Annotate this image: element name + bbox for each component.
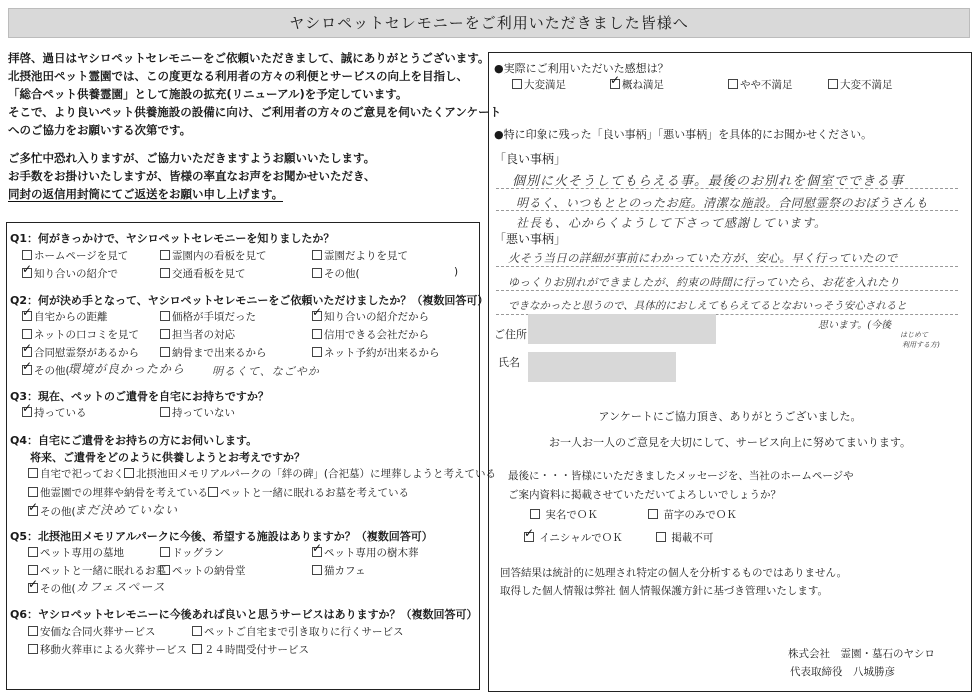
bad-points-label: 「悪い事柄」 xyxy=(494,232,567,246)
checkbox-icon[interactable] xyxy=(192,644,202,654)
q4-subtitle: 将来、ご遺骨をどのように供養しようとお考えですか？ xyxy=(30,451,305,464)
checkbox-icon[interactable] xyxy=(28,487,38,497)
checkbox-icon[interactable] xyxy=(208,487,218,497)
q4-title: Q4：自宅にご遺骨をお持ちの方にお伺いします。 xyxy=(10,434,258,447)
q5-opt-cat-cafe[interactable]: 猫カフェ xyxy=(312,563,365,578)
checkbox-icon[interactable] xyxy=(192,626,202,636)
q2-opt-online[interactable]: ネット予約が出来るから xyxy=(312,345,440,360)
checkbox-icon[interactable] xyxy=(28,547,38,557)
checked-checkbox-icon[interactable] xyxy=(22,268,32,278)
q3-opt-have[interactable]: ✓持っている xyxy=(22,405,87,420)
checked-checkbox-icon[interactable] xyxy=(312,547,322,557)
checkbox-icon[interactable] xyxy=(312,347,322,357)
satisfaction-very-unsatisfied[interactable]: 大変不満足 xyxy=(828,77,893,92)
satisfaction-mostly-satisfied[interactable]: ✓ 概ね満足 xyxy=(610,77,664,92)
address-label: ご住所 xyxy=(494,328,527,341)
q2-opt-other[interactable]: ✓その他( xyxy=(22,363,70,378)
q2-opt-price[interactable]: 価格が手頃だった xyxy=(160,309,256,324)
intro-line-5: へのご協力をお願いする次第です。 xyxy=(8,123,192,137)
checked-checkbox-icon[interactable] xyxy=(28,506,38,516)
checkbox-icon[interactable] xyxy=(312,329,322,339)
writing-line xyxy=(496,266,958,267)
checked-checkbox-icon[interactable] xyxy=(22,365,32,375)
q1-opt-referral[interactable]: ✓知り合いの紹介で xyxy=(22,266,118,281)
q5-opt-shared-grave[interactable]: ペットと一緒に眠れるお墓 xyxy=(28,563,166,578)
perm-opt-no-publish[interactable]: 掲載不可 xyxy=(656,530,713,545)
q1-other-close: ) xyxy=(454,266,459,278)
intro-line-2: 北摂池田ペット霊園では、この度更なる利用者の方々の利便とサービスの向上を目指し、 xyxy=(8,69,468,83)
intro-line-1: 拝啓、過日はヤシロペットセレモニーをご依頼いただきまして、誠にありがとうございます。 xyxy=(8,51,490,65)
checked-checkbox-icon[interactable] xyxy=(312,311,322,321)
q2-other-handwritten-2: 明るくて、なごやか xyxy=(212,365,320,378)
impression-title: ●特に印象に残った「良い事柄」「悪い事柄」を具体的にお聞かせください。 xyxy=(494,128,873,141)
checkbox-icon[interactable] xyxy=(312,565,322,575)
q1-opt-newsletter[interactable]: 霊園だよりを見て xyxy=(312,248,408,263)
checkbox-icon[interactable] xyxy=(160,311,170,321)
bad-handwritten-1: 火そう当日の詳細が事前にわかっていた方が、安心。早く行っていたので xyxy=(508,251,898,265)
checkbox-icon[interactable] xyxy=(160,547,170,557)
checkbox-icon[interactable] xyxy=(312,268,322,278)
ceo-name: 代表取締役 八城勝彦 xyxy=(790,666,895,678)
intro-line-8: 同封の返信用封筒にてご返送をお願い申し上げます。 xyxy=(8,187,284,201)
q2-other-handwritten: 環境が良かったから xyxy=(68,362,186,376)
intro-line-4: そこで、より良いペット供養施設の設備に向け、ご利用者の方々のご意見を伺いたくアンケート xyxy=(8,105,502,119)
q5-opt-pet-cemetery[interactable]: ペット専用の墓地 xyxy=(28,545,124,560)
good-handwritten-1: 個別に火そうしてもらえる事。最後のお別れを個室でできる事 xyxy=(512,174,905,189)
bad-handwritten-6: 利用する方) xyxy=(902,341,940,349)
checked-checkbox-icon[interactable] xyxy=(22,311,32,321)
good-points-label: 「良い事柄」 xyxy=(494,152,567,166)
q2-opt-referral[interactable]: ✓ 知り合いの紹介だから xyxy=(312,309,429,324)
address-redacted-field[interactable] xyxy=(528,314,716,344)
name-label: 氏名 xyxy=(498,356,520,369)
q2-opt-memorial[interactable]: ✓合同慰霊祭があるから xyxy=(22,345,139,360)
q1-opt-traffic-sign[interactable]: 交通看板を見て xyxy=(160,266,246,281)
q2-opt-reviews[interactable]: ネットの口コミを見て xyxy=(22,327,139,342)
bad-handwritten-3: できなかったと思うので、具体的におしえてもらえてるとなおいっそう安心されると xyxy=(508,300,907,312)
satisfaction-very-satisfied[interactable]: 大変満足 xyxy=(512,77,566,92)
q6-opt-pickup[interactable]: ペットご自宅まで引き取りに行くサービス xyxy=(192,624,404,639)
permission-line-2: ご案内資料に掲載させていただいてよろしいでしょうか？ xyxy=(508,489,781,501)
q5-opt-ossuary[interactable]: ペットの納骨堂 xyxy=(160,563,246,578)
q5-opt-other[interactable]: ✓その他( xyxy=(28,581,76,596)
checked-checkbox-icon[interactable] xyxy=(22,347,32,357)
checkbox-icon[interactable] xyxy=(530,509,540,519)
company-name: 株式会社 霊園・墓石のヤシロ xyxy=(788,648,935,660)
perm-opt-surname[interactable]: 苗字のみでＯＫ xyxy=(648,507,737,522)
privacy-note-2: 取得した個人情報は弊社 個人情報保護方針に基づき管理いたします。 xyxy=(500,585,828,597)
q1-opt-other[interactable]: その他( xyxy=(312,266,360,281)
writing-line xyxy=(496,290,958,291)
q5-other-handwritten: カフェスペース xyxy=(76,580,166,594)
satisfaction-title: ●実際にご利用いただいた感想は？ xyxy=(494,62,669,75)
checkbox-icon[interactable] xyxy=(28,644,38,654)
q1-title: Q1：何がきっかけで、ヤシロペットセレモニーを知りましたか？ xyxy=(10,232,335,245)
checkbox-icon[interactable] xyxy=(28,468,38,478)
checkbox-icon[interactable] xyxy=(124,468,134,478)
intro-line-7: お手数をお掛けいたしますが、皆様の率直なお声をお聞かせいただき、 xyxy=(8,169,376,183)
q2-title: Q2：何が決め手となって、ヤシロペットセレモニーをご依頼いただけましたか？（複数回答可） xyxy=(10,294,489,307)
q2-opt-interment[interactable]: 納骨まで出来るから xyxy=(160,345,267,360)
thanks-line-1: アンケートにご協力頂き、ありがとうございました。 xyxy=(598,410,862,423)
q5-opt-dogrun[interactable]: ドッグラン xyxy=(160,545,224,560)
q4-opt-other-cemetery[interactable]: 他霊園での埋葬や納骨を考えている xyxy=(28,485,208,500)
q4-other-handwritten: まだ決めていない xyxy=(74,503,179,517)
intro-line-3: 「総合ペット供養霊園」として施設の拡充(リニューアル)を予定しています。 xyxy=(8,87,408,101)
q2-opt-staff[interactable]: 担当者の対応 xyxy=(160,327,235,342)
checkbox-icon[interactable] xyxy=(22,250,32,260)
checkbox-icon[interactable] xyxy=(28,626,38,636)
checkbox-icon[interactable] xyxy=(312,250,322,260)
checkbox-icon[interactable] xyxy=(160,268,170,278)
q5-title: Q5：北摂池田メモリアルパークに今後、希望する施設はありますか？（複数回答可） xyxy=(10,530,433,543)
checkbox-icon[interactable] xyxy=(160,329,170,339)
bad-handwritten-2: ゆっくりお別れができましたが、約束の時間に行っていたら、お花を入れたり xyxy=(508,276,900,289)
checked-checkbox-icon[interactable] xyxy=(28,583,38,593)
q6-opt-cheap-cremation[interactable]: 安価な合同火葬サービス xyxy=(28,624,156,639)
q1-opt-sign[interactable]: 霊園内の看板を見て xyxy=(160,248,267,263)
q5-opt-tree-burial[interactable]: ✓ ペット専用の樹木葬 xyxy=(312,545,419,560)
q6-title: Q6：ヤシロペットセレモニーに今後あれば良いと思うサービスはありますか？（複数回答可） xyxy=(10,608,478,621)
checked-checkbox-icon[interactable] xyxy=(610,79,620,89)
perm-opt-initials[interactable]: ✓ イニシャルでＯＫ xyxy=(524,530,623,545)
checkbox-icon[interactable] xyxy=(28,565,38,575)
q6-opt-24h[interactable]: ２４時間受付サービス xyxy=(192,642,309,657)
checkbox-icon[interactable] xyxy=(160,565,170,575)
privacy-note-1: 回答結果は統計的に処理され特定の個人を分析するものではありません。 xyxy=(500,567,848,579)
q3-opt-not-have[interactable]: 持っていない xyxy=(160,405,235,420)
thanks-line-2: お一人お一人のご意見を大切にして、サービス向上に努めてまいります。 xyxy=(549,436,911,449)
checkbox-icon[interactable] xyxy=(648,509,658,519)
checkbox-icon[interactable] xyxy=(656,532,666,542)
q4-opt-kizuna[interactable]: 北摂池田メモリアルパークの「絆の碑」(合祀墓）に埋葬しようと考えている xyxy=(124,466,496,481)
q2-opt-trust[interactable]: 信用できる会社だから xyxy=(312,327,429,342)
page-title: ヤシロペットセレモニーをご利用いただきました皆様へ xyxy=(8,8,970,38)
q4-opt-other[interactable]: ✓その他( xyxy=(28,504,76,519)
permission-line-1: 最後に・・・皆様にいただきましたメッセージを、当社のホームページや xyxy=(508,470,854,482)
checked-checkbox-icon[interactable] xyxy=(524,532,534,542)
checkbox-icon[interactable] xyxy=(160,250,170,260)
checkbox-icon[interactable] xyxy=(160,347,170,357)
checkbox-icon[interactable] xyxy=(512,79,522,89)
bad-handwritten-4: 思います。(今後 xyxy=(818,320,892,331)
checkbox-icon[interactable] xyxy=(728,79,738,89)
checkbox-icon[interactable] xyxy=(828,79,838,89)
q4-opt-pet-grave[interactable]: ペットと一緒に眠れるお墓を考えている xyxy=(208,485,409,500)
q4-opt-home[interactable]: 自宅で祀っておく xyxy=(28,466,124,481)
intro-line-6: ご多忙中恐れ入りますが、ご協力いただきますようお願いいたします。 xyxy=(8,151,376,165)
satisfaction-somewhat-unsatisfied[interactable]: やや不満足 xyxy=(728,77,793,92)
good-handwritten-3: 社長も、心からくようして下さって感謝しています。 xyxy=(516,216,828,230)
q1-opt-homepage[interactable]: ホームページを見て xyxy=(22,248,128,263)
q6-opt-mobile-cremation[interactable]: 移動火葬車による火葬サービス xyxy=(28,642,187,657)
good-handwritten-2: 明るく、いつもととのったお庭。清潔な施設。合同慰霊祭のおぼうさんも xyxy=(516,196,929,210)
q2-opt-distance[interactable]: ✓自宅からの距離 xyxy=(22,309,108,324)
q3-title: Q3：現在、ペットのご遺骨を自宅にお持ちですか？ xyxy=(10,390,269,403)
name-redacted-field[interactable] xyxy=(528,352,676,382)
perm-opt-fullname[interactable]: 実名でＯＫ xyxy=(530,507,598,522)
checkbox-icon[interactable] xyxy=(22,329,32,339)
bad-handwritten-5: はじめて xyxy=(900,331,928,339)
